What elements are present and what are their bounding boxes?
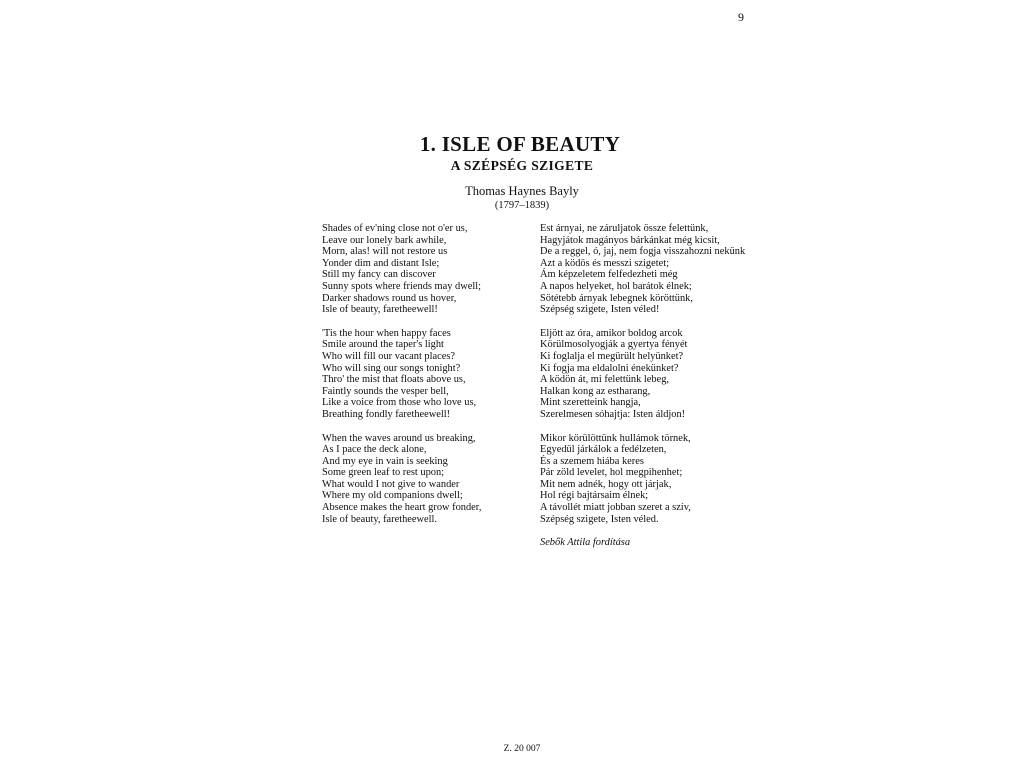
english-verse-line: Where my old companions dwell;: [322, 490, 463, 502]
hungarian-verse-line: Ki fogja ma eldalolni énekünket?: [540, 362, 679, 374]
english-verse-line: Sunny spots where friends may dwell;: [322, 280, 482, 292]
catalog-number: Z. 20 007: [503, 744, 541, 754]
hungarian-verse-line: Sötétebb árnyak lebegnek köröttünk,: [540, 292, 693, 304]
english-verse-line: 'Tis the hour when happy faces: [322, 327, 451, 339]
english-verse-line: Breathing fondly faretheewell!: [322, 408, 451, 420]
hungarian-stanzas: [540, 223, 750, 525]
hungarian-verse-line: Mikor körülöttünk hullámok törnek,: [540, 432, 691, 444]
english-stanza: [322, 433, 522, 526]
hungarian-verse-line: Mint szeretteink hangja,: [540, 397, 641, 409]
english-verse-line: Who will sing our songs tonight?: [322, 362, 461, 374]
english-verse-line: And my eye in vain is seeking: [322, 455, 448, 467]
page-number: 9: [738, 10, 744, 24]
english-text-column: [322, 223, 522, 537]
hungarian-verse-line: Szerelmesen sóhajtja: Isten áldjon!: [540, 408, 686, 420]
hungarian-verse-line: Ki foglalja el megürült helyünket?: [540, 350, 684, 362]
english-verse-line: Yonder dim and distant Isle;: [322, 257, 440, 269]
author-dates: (1797–1839): [494, 200, 550, 211]
english-verse-line: Absence makes the heart grow fonder,: [322, 502, 482, 514]
hungarian-verse-line: A napos helyeket, hol barátok élnek;: [540, 280, 692, 292]
english-verse-line: Like a voice from those who love us,: [322, 397, 477, 409]
english-verse-line: Faintly sounds the vesper bell,: [322, 385, 449, 397]
english-verse-line: Still my fancy can discover: [322, 269, 436, 281]
hungarian-verse-line: És a szemem hiába keres: [540, 455, 644, 467]
english-verse-line: What would I not give to wander: [322, 478, 460, 490]
hungarian-stanza: [540, 433, 750, 526]
english-verse-line: Isle of beauty, faretheewell!: [322, 304, 438, 316]
translator-credit: Sebők Attila fordítása: [540, 537, 631, 549]
english-stanza: [322, 328, 522, 421]
english-verse-line: Thro' the mist that floats above us,: [322, 374, 466, 386]
hungarian-verse-line: Hol régi bajtársaim élnek;: [540, 490, 649, 502]
hungarian-verse-line: De a reggel, ó, jaj, nem fogja visszahozni nekünk: [540, 246, 746, 258]
english-verse-line: As I pace the deck alone,: [322, 444, 427, 456]
hungarian-verse-line: A távollét miatt jobban szeret a szív,: [540, 502, 691, 514]
hungarian-verse-line: Szépség szigete, Isten véled.: [540, 513, 659, 525]
hungarian-verse-line: Mit nem adnék, hogy ott járjak,: [540, 478, 672, 490]
hungarian-stanza: [540, 223, 750, 316]
hungarian-verse-line: Körülmosolyogják a gyertya fényét: [540, 339, 688, 351]
hungarian-verse-line: Szépség szigete, Isten véled!: [540, 304, 660, 316]
english-verse-line: Some green leaf to rest upon;: [322, 467, 445, 479]
hungarian-verse-line: Egyedül járkálok a fedélzeten,: [540, 444, 667, 456]
english-verse-line: Darker shadows round us hover,: [322, 292, 457, 304]
hungarian-verse-line: Hagyjátok magányos bárkánkat még kicsit,: [540, 234, 720, 246]
english-verse-line: Isle of beauty, faretheewell.: [322, 513, 438, 525]
english-verse-line: Morn, alas! will not restore us: [322, 246, 448, 258]
hungarian-verse-line: Azt a ködös és messzi szigetet;: [540, 257, 669, 269]
english-stanza: [322, 223, 522, 316]
poem-title: 1. ISLE OF BEAUTY: [419, 132, 621, 156]
hungarian-stanza: [540, 328, 750, 421]
english-verse-line: Who will fill our vacant places?: [322, 350, 456, 362]
english-verse-line: Leave our lonely bark awhile,: [322, 234, 447, 246]
english-verse-line: Shades of ev'ning close not o'er us,: [322, 223, 468, 234]
poem-subtitle: A SZÉPSÉG SZIGETE: [450, 158, 594, 173]
english-verse-line: Smile around the taper's light: [322, 339, 444, 351]
poem-author: Thomas Haynes Bayly: [465, 184, 579, 198]
hungarian-verse-line: A ködön át, mi felettünk lebeg,: [540, 374, 669, 386]
title-block: [0, 131, 1024, 212]
hungarian-verse-line: Ám képzeletem felfedezheti még: [540, 269, 678, 281]
hungarian-text-column: [540, 223, 750, 549]
hungarian-verse-line: Est árnyai, ne záruljatok össze felettünk,: [540, 223, 709, 234]
hungarian-verse-line: Eljött az óra, amikor boldog arcok: [540, 327, 683, 339]
hungarian-verse-line: Halkan kong az estharang,: [540, 385, 651, 397]
english-verse-line: When the waves around us breaking,: [322, 432, 476, 444]
hungarian-verse-line: Pár zöld levelet, hol megpihenhet;: [540, 467, 683, 479]
